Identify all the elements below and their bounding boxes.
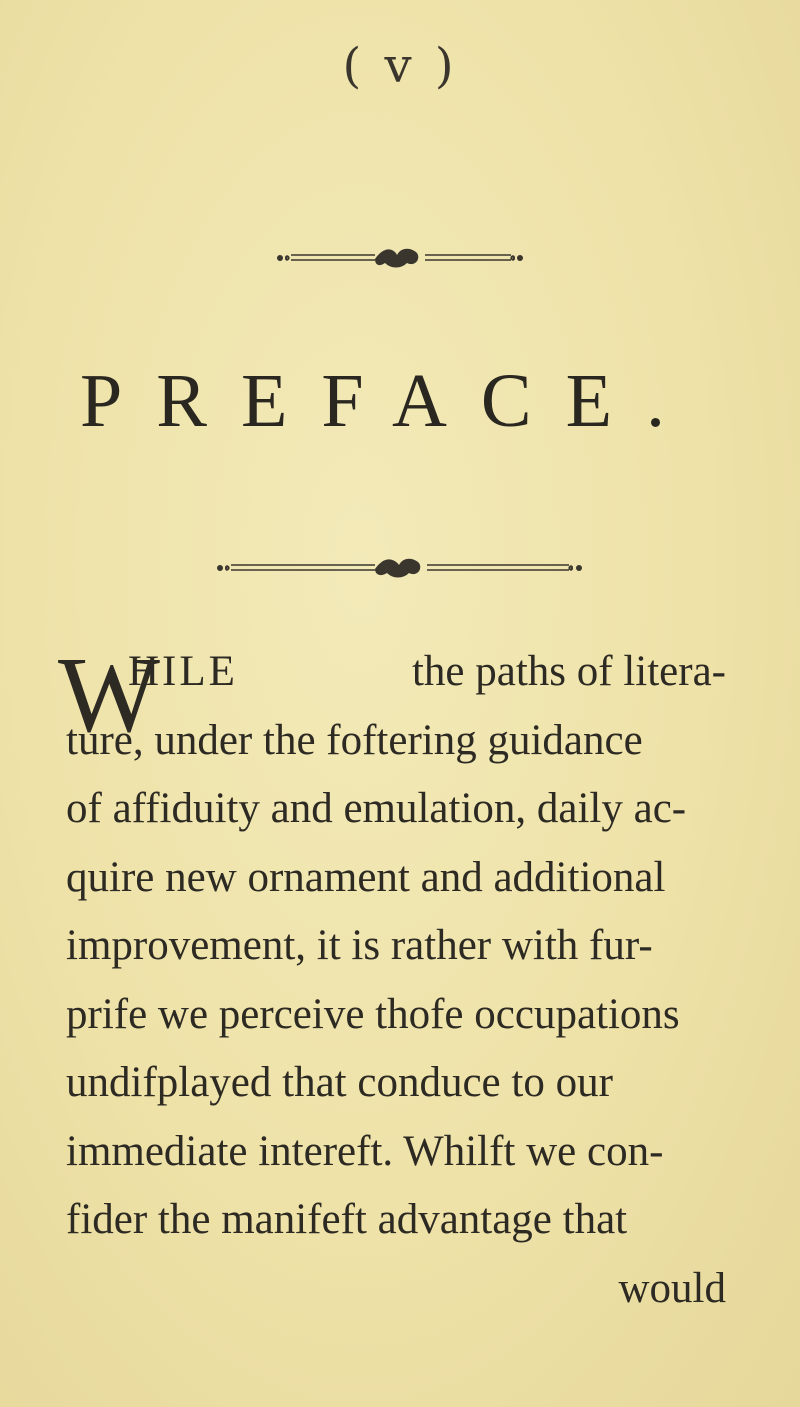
preface-body [58,636,726,1323]
ornament-rule-top [0,243,800,277]
drop-cap: W [58,636,160,755]
text-line: immediate intereft. Whilft we con- [66,1127,664,1175]
first-word-smallcaps: HILE [128,648,238,695]
text-line: fider the manifeft advantage that [66,1196,628,1243]
text-line: quire new ornament and additional [66,853,666,901]
text-line: undifplayed that conduce to our [66,1059,613,1106]
text-line: ture, under the foftering guidance [66,716,643,764]
ornament-icon [215,553,585,583]
catchword: would [618,1264,726,1312]
first-line-text: the paths of litera- [411,648,726,695]
ornament-icon [275,243,525,273]
page-number: ( v ) [342,38,458,94]
text-line: prife we perceive thofe occupations [66,990,680,1038]
text-line: improvement, it is rather with fur- [66,922,653,969]
text-line: of affiduity and emulation, daily ac- [66,785,687,832]
preface-heading: PREFACE. [80,359,700,443]
ornament-rule-bottom [0,553,800,587]
